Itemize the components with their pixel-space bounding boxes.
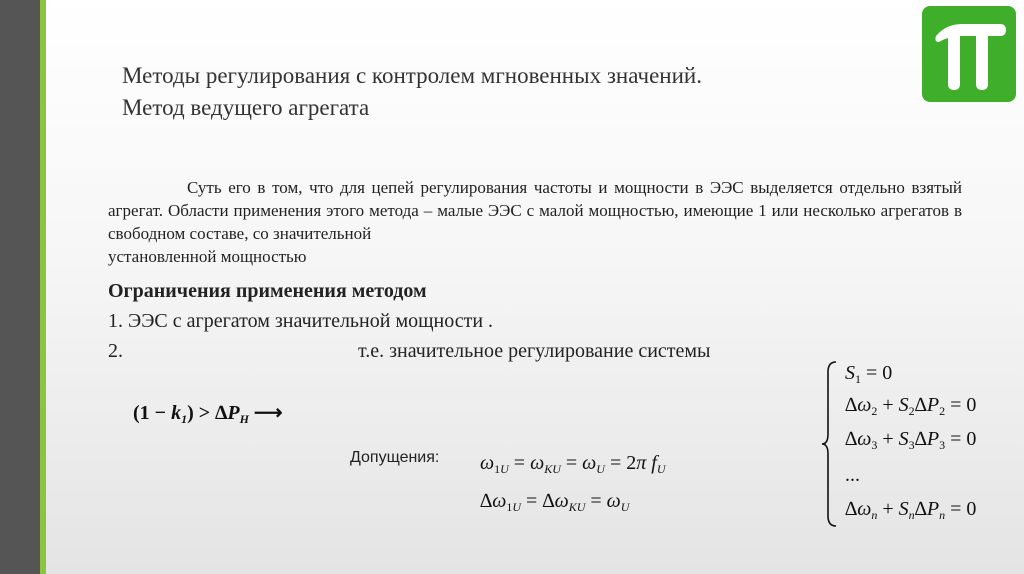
- system-equation-1: $S_1 = 0$: [845, 362, 893, 386]
- assumption-equation-1: $\omega_{1U} = \omega_{KU} = \omega_U = 2\pi$ $f_U$: [480, 452, 666, 476]
- assumptions-label: Допущения:: [350, 449, 440, 466]
- paragraph-last-line: установленной мощностью: [108, 247, 307, 266]
- system-ellipsis: ...: [845, 464, 860, 486]
- left-dark-bar: [0, 0, 40, 574]
- system-equation-3: $\Delta\omega_3 + S_3\Delta P_3 = 0$: [845, 428, 977, 452]
- system-brace: [820, 360, 840, 528]
- limitation-item-2-number: 2.: [108, 340, 123, 362]
- condition-formula: $(1 - k_1) > \Delta P_H$ ⟶: [133, 402, 283, 426]
- paragraph-text: Суть его в том, что для цепей регулирования частоты и мощности в ЭЭС выделяется отдельно взятый агрегат. Области применения этого метода – малые ЭЭС с малой мощностью, имеющие 1 или несколько агрегатов в свободном составе, со значительной: [108, 178, 962, 243]
- assumption-equation-2: $\Delta\omega_{1U} = \Delta\omega_{KU} = \omega_U$: [480, 490, 630, 514]
- system-equation-n: $\Delta\omega_n + S_n\Delta P_n = 0$: [845, 498, 977, 522]
- left-green-stripe: [40, 0, 46, 574]
- limitations-heading: Ограничения применения методом: [108, 280, 427, 302]
- limitation-item-1: 1. ЭЭС с агрегатом значительной мощности .: [108, 310, 494, 332]
- system-equation-2: $\Delta\omega_2 + S_2\Delta P_2 = 0$: [845, 394, 977, 418]
- main-paragraph: [108, 176, 962, 268]
- title-line-2: Метод ведущего агрегата: [122, 95, 370, 120]
- title-line-1: Методы регулирования с контролем мгновенных значений.: [122, 63, 702, 88]
- limitation-item-2-text: т.е. значительное регулирование системы: [358, 340, 711, 362]
- slide-title: [122, 60, 702, 124]
- pi-logo-icon: [922, 6, 1016, 102]
